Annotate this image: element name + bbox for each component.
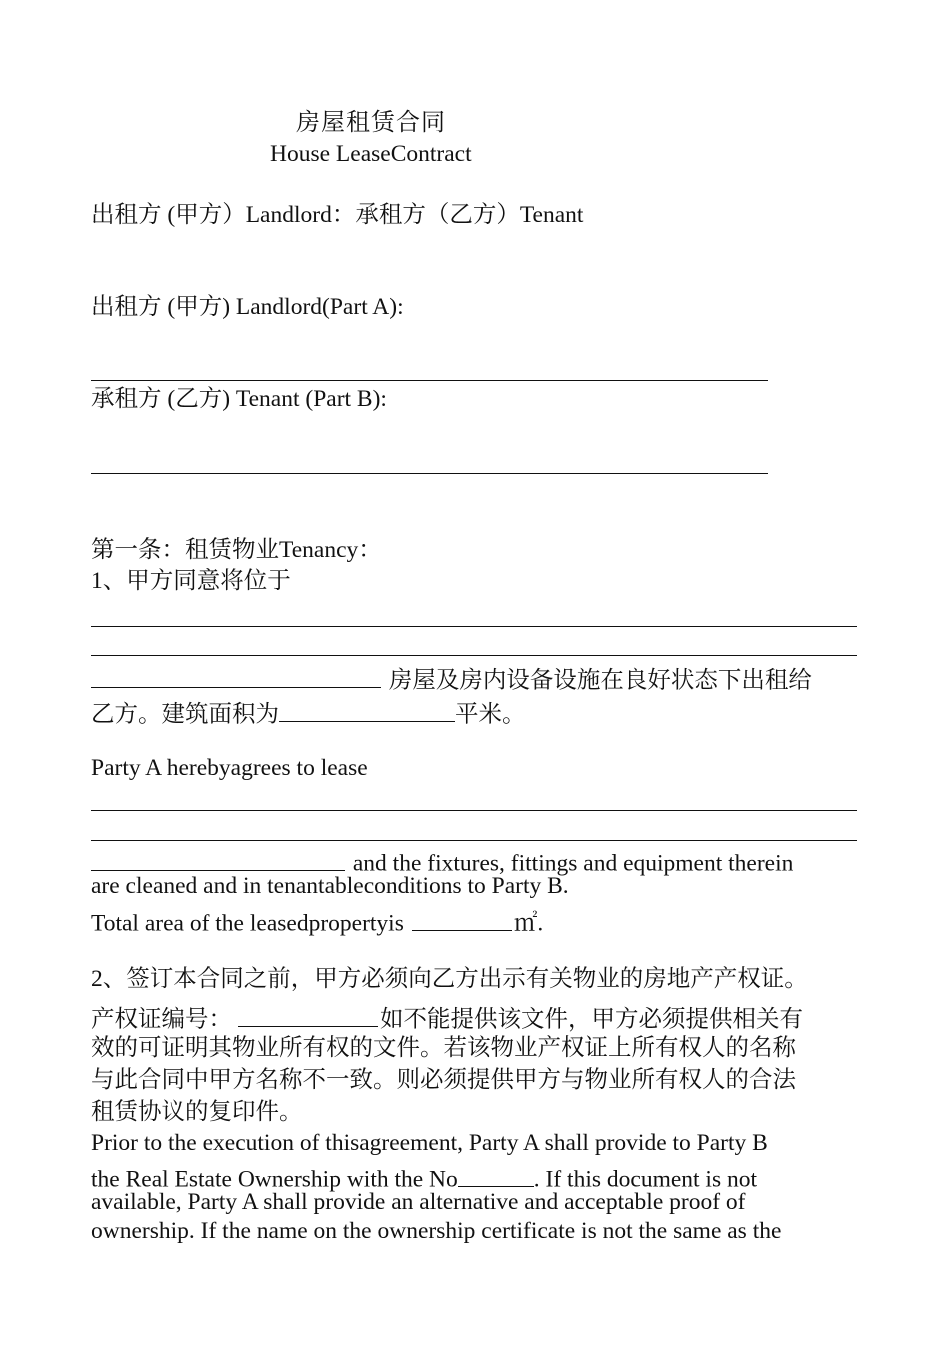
certificate-no-blank-cn [238, 998, 378, 1027]
parties-line: 出租方 (甲方）Landlord：承租方（乙方）Tenant [91, 202, 584, 228]
article-1-item-1-cn-cont-line [91, 659, 812, 696]
area-blank-en [412, 902, 512, 931]
tenant-name-blank [91, 473, 768, 474]
article-1-item-1-en-area-line [91, 902, 543, 939]
address-blank-line-3 [91, 659, 381, 688]
article-1-item-1-cn-intro: 1、甲方同意将位于 [91, 568, 291, 594]
article-1-item-2-en-4: ownership. If the name on the ownership certificate is not the same as the [91, 1218, 782, 1244]
article-1-item-1-cn-area-line [91, 693, 526, 730]
address-blank-en-line-1 [91, 810, 857, 811]
article-1-item-2-cn-3: 效的可证明其物业所有权的文件。若该物业产权证上所有权人的名称 [91, 1035, 796, 1061]
article-1-item-2-cn-1: 2、签订本合同之前，甲方必须向乙方出示有关物业的房地产产权证。 [91, 966, 808, 992]
area-blank-cn [279, 693, 455, 722]
article-1-item-2-cn-2-line [91, 998, 803, 1035]
address-blank-line-1 [91, 626, 857, 627]
article-1-item-2-cn-2-cont: 如不能提供该文件，甲方必须提供相关有 [380, 1006, 803, 1033]
ownership-no-label: the Real Estate Ownership with the No [91, 1166, 458, 1193]
article-1-item-1-en-intro: Party A herebyagrees to lease [91, 755, 368, 781]
landlord-name-blank [91, 380, 768, 381]
area-label-en: Total area of the leasedpropertyis [91, 910, 404, 937]
address-blank-en-line-3 [91, 842, 345, 871]
document-title-english: House LeaseContract [270, 141, 472, 167]
article-1-item-2-en-3: available, Party A shall provide an alternative and acceptable proof of [91, 1189, 746, 1215]
address-blank-line-2 [91, 655, 857, 656]
article-1-heading: 第一条：租赁物业Tenancy： [91, 537, 382, 563]
area-label-cn: 乙方。建筑面积为 [91, 701, 279, 728]
address-blank-en-line-2 [91, 840, 857, 841]
article-1-item-2-en-1: Prior to the execution of thisagreement, Party A shall provide to Party B [91, 1130, 768, 1156]
area-unit-cn: 平米。 [455, 701, 526, 728]
article-1-item-2-en-2-cont: . If this document is not [533, 1166, 758, 1193]
certificate-no-label: 产权证编号： [91, 1006, 232, 1033]
article-1-item-2-cn-5: 租赁协议的复印件。 [91, 1099, 303, 1125]
article-1-item-1-en-cont-2: are cleaned and in tenantableconditions to Party B. [91, 873, 569, 899]
article-1-item-2-cn-4: 与此合同中甲方名称不一致。则必须提供甲方与物业所有权人的合法 [91, 1067, 796, 1093]
document-title-chinese: 房屋租赁合同 [296, 110, 446, 136]
certificate-no-blank-en [458, 1158, 534, 1187]
article-1-item-1-en-cont: and the fixtures, fittings and equipment therein [352, 850, 794, 877]
area-unit-en: ㎡. [513, 910, 544, 937]
tenant-label: 承租方 (乙方) Tenant (Part B): [91, 386, 387, 412]
landlord-label: 出租方 (甲方) Landlord(Part A): [91, 294, 404, 320]
article-1-item-1-cn-cont: 房屋及房内设备设施在良好状态下出租给 [388, 667, 812, 694]
